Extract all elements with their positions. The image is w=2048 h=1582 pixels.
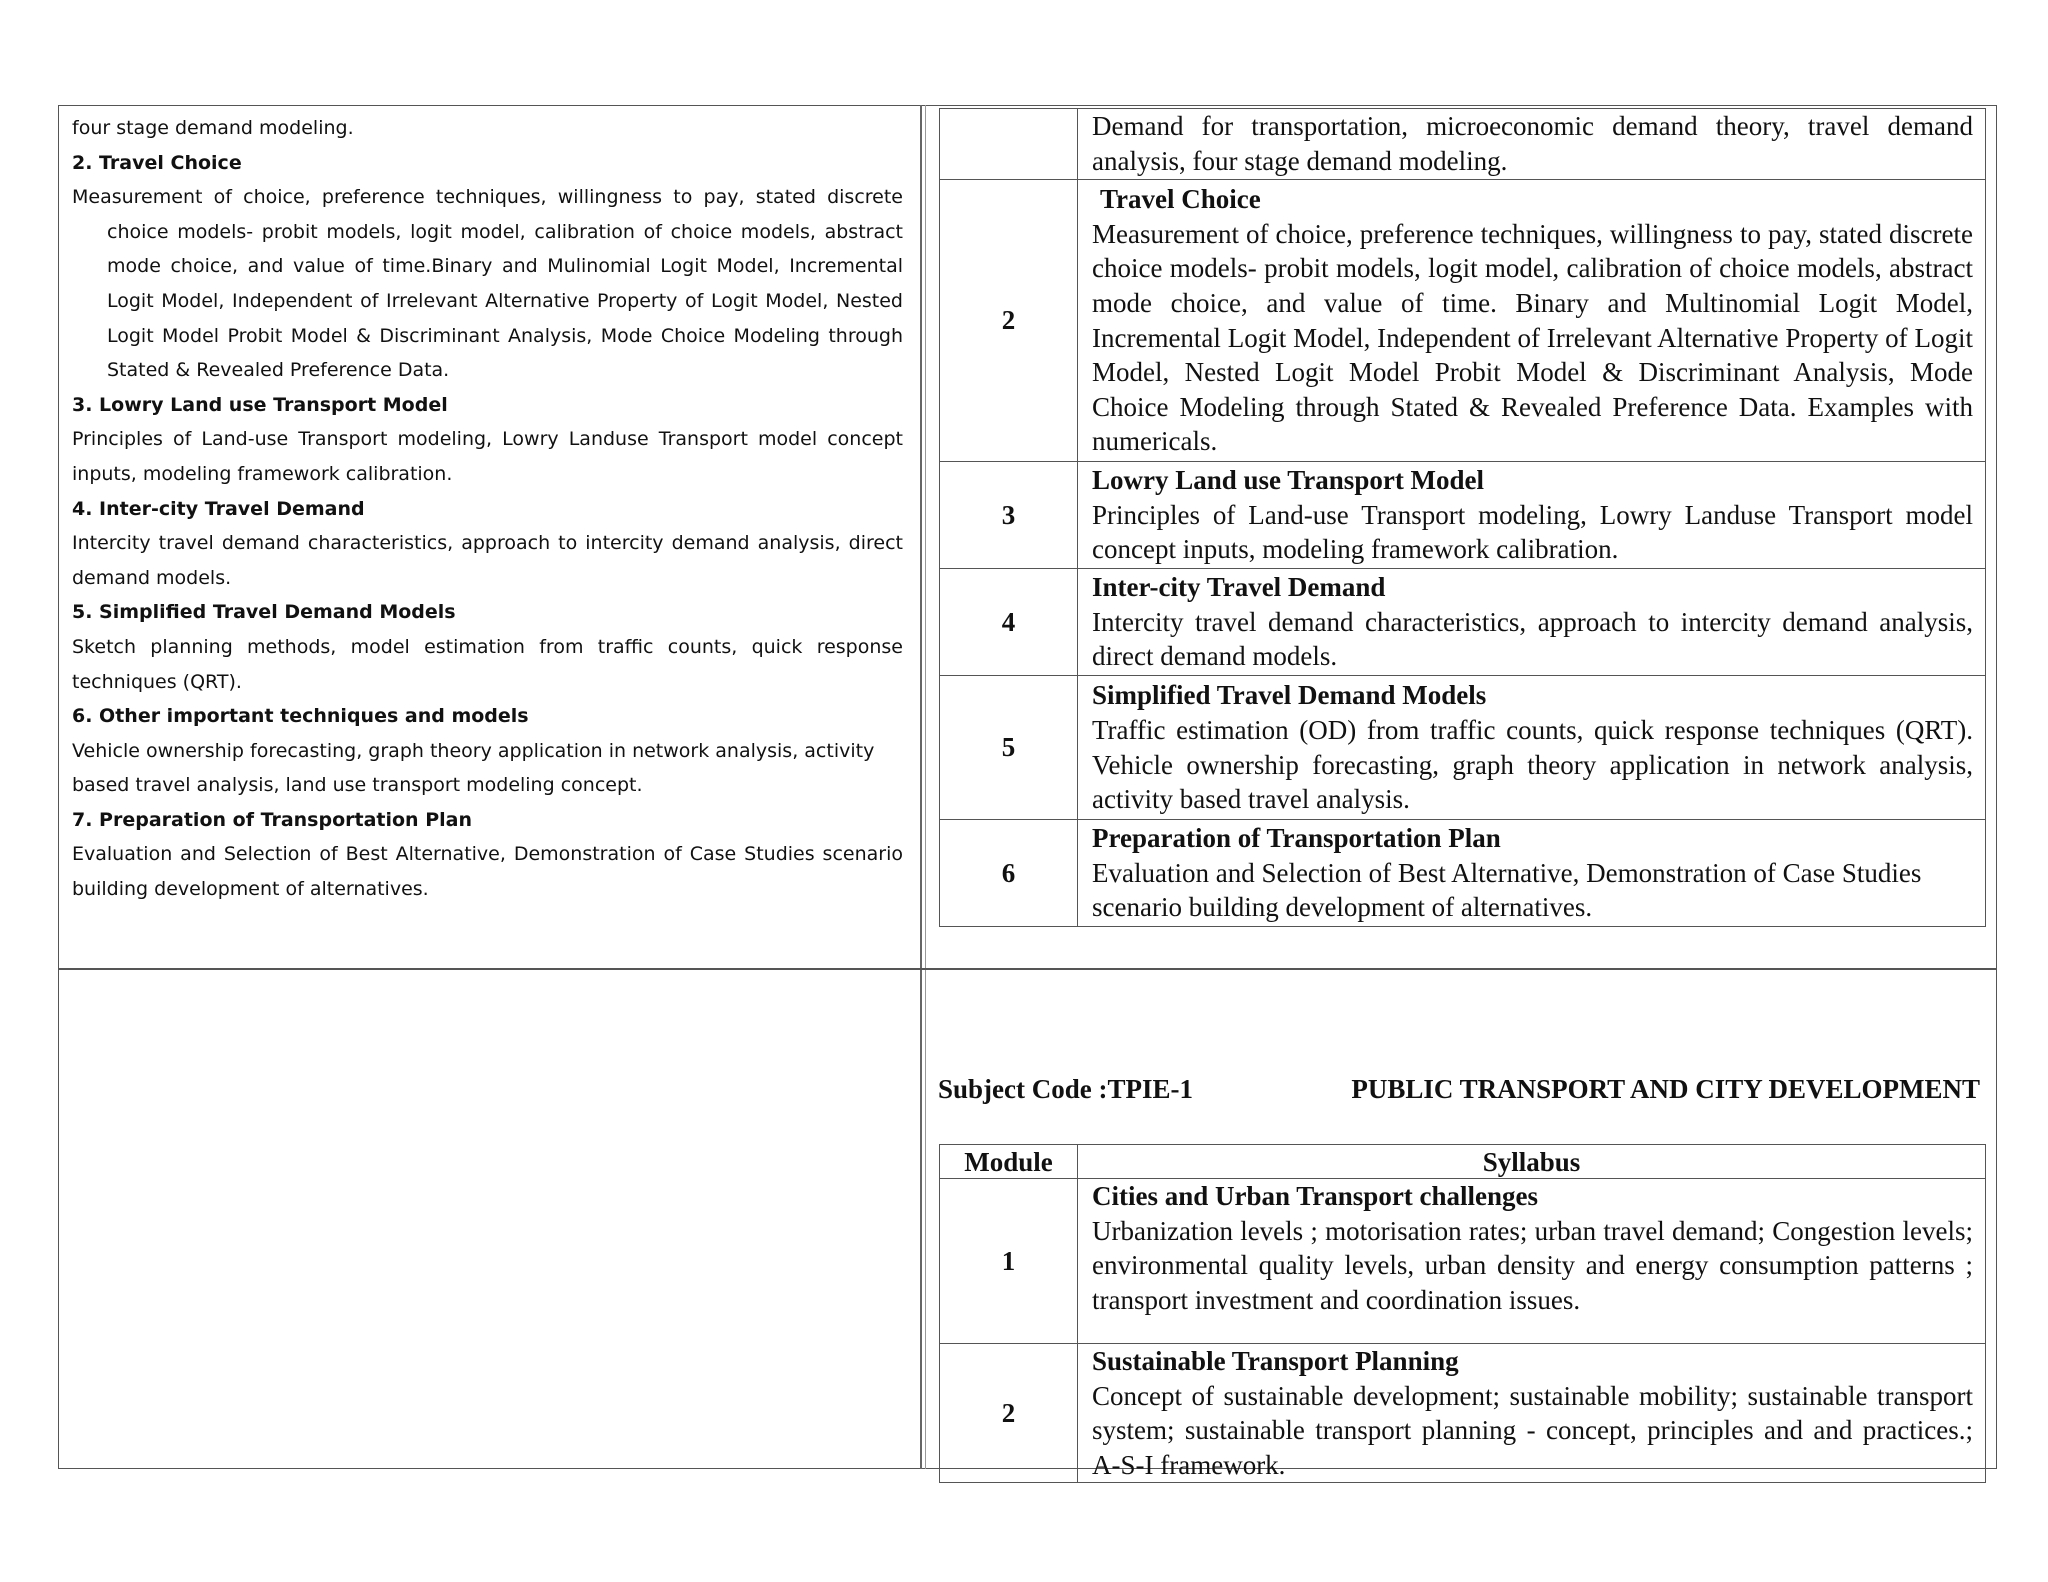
module-body: Principles of Land-use Transport modeling, Lowry Landuse Transport model concept inputs, modeling framework calibration. <box>1092 499 1973 565</box>
syllabus-table-1 <box>939 108 1986 927</box>
subject-code: Subject Code :TPIE-1 <box>938 1074 1193 1104</box>
row-divider <box>58 968 1997 970</box>
module-title: Travel Choice <box>1100 184 1261 215</box>
module-body: Evaluation and Selection of Best Alternative, Demonstration of Case Studies scenario building development of alternatives. <box>1092 857 1922 923</box>
module-body: Traffic estimation (OD) from traffic counts, quick response techniques (QRT). Vehicle ownership forecasting, graph theory application in network analysis, activity based travel analysis. <box>1092 714 1973 815</box>
section-heading: 4. Inter-city Travel Demand <box>72 497 365 520</box>
module-number: 2 <box>940 1344 1078 1483</box>
syllabus-column-header: Syllabus <box>1078 1145 1986 1179</box>
table-header-row <box>940 1145 1986 1179</box>
section-body: Sketch planning methods, model estimation from traffic counts, quick response techniques (QRT). <box>72 635 903 693</box>
module-title: Cities and Urban Transport challenges <box>1092 1181 1539 1211</box>
module-content <box>1078 180 1986 462</box>
table-row <box>940 569 1986 676</box>
section-heading: 7. Preparation of Transportation Plan <box>72 808 472 831</box>
module-body: Intercity travel demand characteristics, approach to intercity demand analysis, direct demand models. <box>1092 606 1973 672</box>
module-body: Measurement of choice, preference techniques, willingness to pay, stated discrete choice models- probit models, logit model, calibration of choice models, abstract mode choice, and value of time. Binary and Multinomial Logit Model, Incremental Logit Model, Independent of Irrelevant Alternative Property of Logit Model, Nested Logit Model Probit Model & Discriminant Analysis, Mode Choice Modeling through Stated & Revealed Preference Data. Examples with numericals. <box>1092 218 1973 457</box>
section-body-first-line: Measurement of choice, preference techniques, willingness to pay, stated discrete <box>72 186 903 209</box>
section-heading: 2. Travel Choice <box>72 151 242 174</box>
syllabus-table-2 <box>939 1144 1986 1483</box>
module-number: 4 <box>940 569 1078 676</box>
table-row <box>940 462 1986 569</box>
module-content <box>1078 569 1986 676</box>
module-content <box>1078 1179 1986 1344</box>
section-heading: 3. Lowry Land use Transport Model <box>72 393 448 416</box>
section-body: Evaluation and Selection of Best Alternative, Demonstration of Case Studies scenario building development of alternatives. <box>72 843 903 901</box>
table-row <box>940 109 1986 180</box>
module-body: Urbanization levels ; motorisation rates; urban travel demand; Congestion levels; environmental quality levels, urban density and energy consumption patterns ; transport investment and coordination issues. <box>1092 1215 1973 1315</box>
subject-title: PUBLIC TRANSPORT AND CITY DEVELOPMENT <box>1351 1074 1980 1104</box>
section-heading: 5. Simplified Travel Demand Models <box>72 601 456 624</box>
column-divider <box>920 105 922 1469</box>
module-number: 3 <box>940 462 1078 569</box>
section-body: Principles of Land-use Transport modeling, Lowry Landuse Transport model concept inputs, modeling framework calibration. <box>72 428 903 485</box>
section-body: Intercity travel demand characteristics, approach to intercity demand analysis, direct demand models. <box>72 532 903 589</box>
left-syllabus-column <box>72 111 903 907</box>
module-body: Demand for transportation, microeconomic demand theory, travel demand analysis, four stage demand modeling. <box>1092 111 1973 176</box>
module-body: Concept of sustainable development; sustainable mobility; sustainable transport system; sustainable transport planning - concept, principles and and practices.; A-S-I framework. <box>1092 1380 1973 1480</box>
table-row <box>940 1179 1986 1344</box>
module-title: Simplified Travel Demand Models <box>1092 680 1487 711</box>
section-body: choice models- probit models, logit model, calibration of choice models, abstract mode choice, and value of time.Binary and Mulinomial Logit Model, Incremental Logit Model, Independent of Irrelevant Alternative Property of Logit Model, Nested Logit Model Probit Model & Discriminant Analysis, Mode Choice Modeling through Stated & Revealed Preference Data. <box>107 220 903 382</box>
module-content <box>1078 676 1986 820</box>
module-title: Inter-city Travel Demand <box>1092 572 1386 603</box>
section-heading: 6. Other important techniques and models <box>72 705 529 728</box>
column-divider-inner <box>925 105 926 1469</box>
left-intro: four stage demand modeling. <box>72 117 354 139</box>
table-row <box>940 1344 1986 1483</box>
module-number: 2 <box>940 180 1078 462</box>
module-title: Sustainable Transport Planning <box>1092 1346 1459 1376</box>
module-content <box>1078 462 1986 569</box>
table-row <box>940 820 1986 927</box>
module-title: Lowry Land use Transport Model <box>1092 465 1485 496</box>
module-content <box>1078 820 1986 927</box>
table-row <box>940 676 1986 820</box>
module-number: 1 <box>940 1179 1078 1344</box>
module-column-header: Module <box>940 1145 1078 1179</box>
table-row <box>940 180 1986 462</box>
module-number: 5 <box>940 676 1078 820</box>
module-content <box>1078 1344 1986 1483</box>
module-number <box>940 109 1078 180</box>
section-body: Vehicle ownership forecasting, graph theory application in network analysis, activity based travel analysis, land use transport modeling concept. <box>72 739 875 797</box>
module-content <box>1078 109 1986 180</box>
module-number: 6 <box>940 820 1078 927</box>
module-title: Preparation of Transportation Plan <box>1092 823 1501 854</box>
